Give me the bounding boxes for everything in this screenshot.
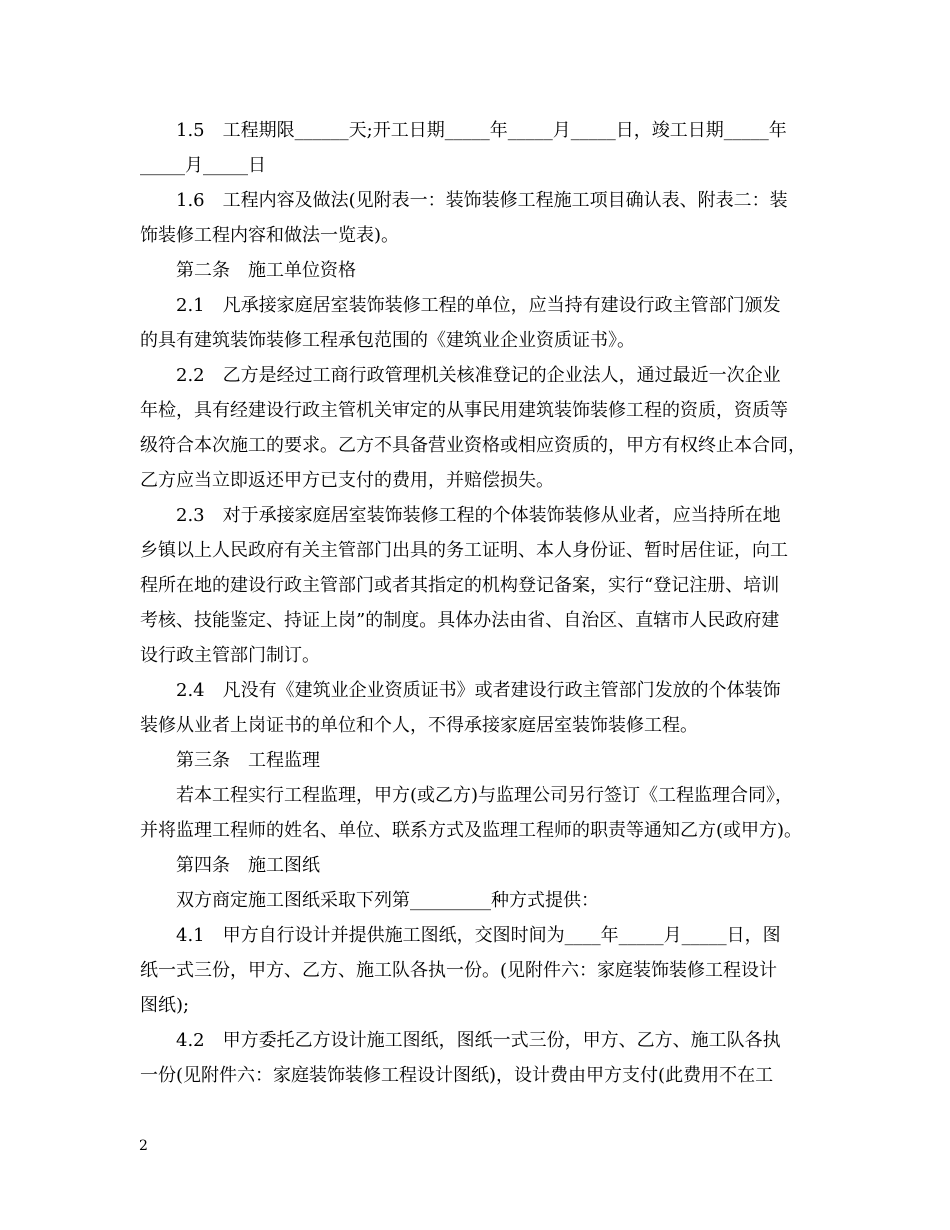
- text-line: 乡镇以上人民政府有关主管部门出具的务工证明、本人身份证、暂时居住证，向工: [140, 540, 788, 561]
- text-line: 4.1 甲方自行设计并提供施工图纸，交图时间为____年_____月_____日，图: [176, 925, 781, 946]
- text-line: 2.2 乙方是经过工商行政管理机关核准登记的企业法人，通过最近一次企业: [176, 365, 781, 386]
- text-line: 双方商定施工图纸采取下列第_________种方式提供：: [176, 890, 599, 911]
- text-line: 设行政主管部门制订。: [140, 645, 320, 666]
- text-line: 图纸);: [140, 995, 190, 1016]
- page-number: 2: [139, 1138, 148, 1154]
- text-line: 1.5 工程期限______天;开工日期_____年_____月_____日，竣工日期_____年: [176, 120, 787, 141]
- text-line: 第四条 施工图纸: [176, 855, 320, 876]
- text-line: 第二条 施工单位资格: [176, 260, 356, 281]
- text-line: _____月_____日: [140, 155, 266, 176]
- document-body: [140, 113, 820, 1093]
- text-line: 2.3 对于承接家庭居室装饰装修工程的个体装饰装修从业者，应当持所在地: [176, 505, 781, 526]
- text-line: 2.1 凡承接家庭居室装饰装修工程的单位，应当持有建设行政主管部门颁发: [176, 295, 781, 316]
- text-line: 饰装修工程内容和做法一览表)。: [140, 225, 400, 246]
- text-line: 2.4 凡没有《建筑业企业资质证书》或者建设行政主管部门发放的个体装饰: [176, 680, 781, 701]
- text-line: 一份(见附件六：家庭装饰装修工程设计图纸)，设计费由甲方支付(此费用不在工: [140, 1065, 774, 1086]
- text-line: 4.2 甲方委托乙方设计施工图纸，图纸一式三份，甲方、乙方、施工队各执: [176, 1030, 781, 1051]
- text-line: 若本工程实行工程监理，甲方(或乙方)与监理公司另行签订《工程监理合同》，: [176, 785, 794, 806]
- text-line: 装修从业者上岗证书的单位和个人，不得承接家庭居室装饰装修工程。: [140, 715, 698, 736]
- text-line: 1.6 工程内容及做法(见附表一：装饰装修工程施工项目确认表、附表二：装: [176, 190, 788, 211]
- text-line: 纸一式三份，甲方、乙方、施工队各执一份。(见附件六：家庭装饰装修工程设计: [140, 960, 778, 981]
- text-line: 的具有建筑装饰装修工程承包范围的《建筑业企业资质证书》。: [140, 330, 635, 351]
- text-line: 并将监理工程师的姓名、单位、联系方式及监理工程师的职责等通知乙方(或甲方)。: [140, 820, 803, 841]
- text-line: 年检，具有经建设行政主管机关审定的从事民用建筑装饰装修工程的资质，资质等: [140, 400, 788, 421]
- text-line: 程所在地的建设行政主管部门或者其指定的机构登记备案，实行“登记注册、培训: [140, 575, 780, 596]
- text-line: 考核、技能鉴定、持证上岗”的制度。具体办法由省、自治区、直辖市人民政府建: [140, 610, 780, 631]
- text-line: 第三条 工程监理: [176, 750, 320, 771]
- text-line: 乙方应当立即返还甲方已支付的费用，并赔偿损失。: [140, 470, 554, 491]
- text-line: 级符合本次施工的要求。乙方不具备营业资格或相应资质的，甲方有权终止本合同，: [140, 435, 806, 456]
